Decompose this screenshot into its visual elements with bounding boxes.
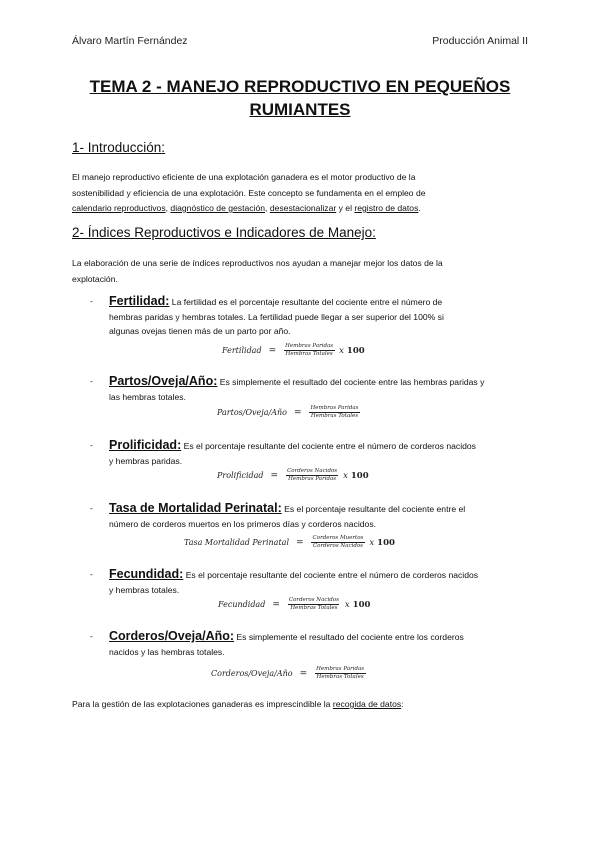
link-registro: registro de datos bbox=[354, 203, 419, 213]
header-author: Álvaro Martín Fernández bbox=[72, 35, 188, 47]
numerator: Corderos Muertos bbox=[312, 535, 364, 541]
bullet-dash: - bbox=[90, 503, 93, 513]
denominator: Hembras Totales bbox=[316, 674, 364, 680]
definition-text: y hembras totales. bbox=[109, 584, 180, 595]
index-item-partos bbox=[90, 374, 520, 404]
numerator: Hembras Paridas bbox=[310, 405, 359, 411]
separator: , bbox=[265, 203, 270, 213]
index-item-corderos bbox=[90, 629, 520, 659]
fraction bbox=[283, 343, 335, 358]
formula-corderos bbox=[211, 666, 366, 681]
formula-label: Fecundidad bbox=[218, 600, 266, 609]
term-fertilidad: Fertilidad: bbox=[109, 294, 170, 308]
denominator: Hembras Totales bbox=[290, 605, 338, 611]
section-2-line: explotación. bbox=[72, 273, 118, 284]
index-item-mortalidad bbox=[90, 501, 520, 531]
section-2-heading: 2- Índices Reproductivos e Indicadores de Manejo: bbox=[72, 225, 376, 240]
equals-sign: = bbox=[270, 470, 279, 481]
fraction bbox=[287, 597, 341, 612]
denominator: Corderos Nacidos bbox=[312, 543, 363, 549]
section-2-intro bbox=[72, 256, 522, 287]
formula-fertilidad bbox=[222, 343, 365, 358]
term-corderos: Corderos/Oveja/Año: bbox=[109, 629, 235, 643]
link-diagnostico: diagnóstico de gestación bbox=[170, 203, 266, 213]
link-recogida: recogida de datos bbox=[332, 699, 402, 709]
hundred: 100 bbox=[346, 345, 365, 356]
formula-label: Tasa Mortalidad Perinatal bbox=[184, 538, 289, 547]
page-header bbox=[72, 35, 528, 49]
section-1-line: El manejo reproductivo eficiente de una explotación ganadera es el motor productivo de la bbox=[72, 172, 416, 182]
formula-partos bbox=[217, 405, 361, 420]
times-sign: x bbox=[339, 345, 344, 356]
closing-paragraph bbox=[72, 697, 522, 713]
section-1-heading: 1- Introducción: bbox=[72, 140, 166, 155]
header-course: Producción Animal II bbox=[432, 35, 528, 47]
hundred: 100 bbox=[350, 470, 369, 481]
equals-sign: = bbox=[299, 668, 308, 679]
hundred: 100 bbox=[352, 599, 371, 610]
index-item-prolificidad bbox=[90, 438, 520, 468]
definition-text: algunas ovejas tienen más de un parto por año. bbox=[109, 326, 291, 336]
bullet-dash: - bbox=[90, 569, 93, 579]
bullet-dash: - bbox=[90, 631, 93, 641]
index-item-fertilidad bbox=[90, 294, 520, 339]
definition-text: La fertilidad es el porcentaje resultante del cociente entre el número de bbox=[169, 297, 443, 307]
equals-sign: = bbox=[293, 407, 302, 418]
numerator: Hembras Paridas bbox=[316, 666, 365, 672]
denominator: Hembras Totales bbox=[310, 413, 359, 419]
title-line-2: RUMIANTES bbox=[249, 100, 351, 119]
separator: , bbox=[165, 203, 171, 213]
formula-label: Corderos/Oveja/Año bbox=[211, 669, 293, 678]
fraction bbox=[314, 666, 366, 681]
definition-text: y hembras paridas. bbox=[109, 455, 183, 466]
multiplier bbox=[369, 538, 395, 548]
link-desestacionalizar: desestacionalizar bbox=[269, 203, 337, 213]
section-1-line bbox=[72, 201, 522, 217]
document-title bbox=[60, 75, 540, 121]
definition-text: Es el porcentaje resultante del cociente entre el número de corderos nacidos bbox=[181, 441, 476, 451]
definition-text: hembras paridas y hembras totales. La fertilidad puede llegar a ser superior del 100% si bbox=[109, 311, 444, 322]
section-2-line: La elaboración de una serie de índices reproductivos nos ayudan a manejar mejor los datos de la bbox=[72, 258, 443, 268]
denominator: Hembras Paridas bbox=[288, 476, 337, 482]
closing-text: Para la gestión de las explotaciones ganaderas es imprescindible la bbox=[72, 699, 333, 709]
fraction bbox=[309, 405, 361, 420]
link-calendario: calendario reproductivos bbox=[72, 203, 166, 213]
term-mortalidad: Tasa de Mortalidad Perinatal: bbox=[109, 501, 282, 515]
hundred: 100 bbox=[377, 537, 395, 548]
numerator: Hembras Paridas bbox=[285, 343, 334, 349]
definition-text: Es simplemente el resultado del cociente entre los corderos bbox=[234, 632, 464, 642]
closing-end: : bbox=[401, 699, 404, 709]
term-partos: Partos/Oveja/Año: bbox=[109, 374, 218, 388]
definition-text: las hembras totales. bbox=[109, 391, 186, 402]
multiplier bbox=[345, 600, 371, 610]
times-sign: x bbox=[344, 599, 350, 610]
formula-label: Partos/Oveja/Año bbox=[217, 408, 287, 417]
term-fecundidad: Fecundidad: bbox=[109, 567, 184, 581]
equals-sign: = bbox=[268, 345, 277, 356]
formula-fecundidad bbox=[218, 597, 370, 612]
formula-label: Fertilidad bbox=[222, 346, 262, 355]
numerator: Corderos Nacidos bbox=[287, 468, 338, 474]
formula-mortalidad bbox=[184, 535, 395, 550]
title-line-1: TEMA 2 - MANEJO REPRODUCTIVO EN PEQUEÑOS bbox=[89, 77, 511, 96]
definition-text: Es el porcentaje resultante del cociente entre el bbox=[281, 504, 466, 514]
bullet-dash: - bbox=[90, 440, 93, 450]
bullet-dash: - bbox=[90, 296, 93, 306]
term-prolificidad: Prolificidad: bbox=[109, 438, 182, 452]
separator: y el bbox=[336, 203, 355, 213]
numerator: Corderos Nacidos bbox=[288, 597, 339, 603]
equals-sign: = bbox=[296, 537, 304, 548]
multiplier bbox=[343, 471, 369, 481]
definition-text: Es el porcentaje resultante del cociente entre el número de corderos nacidos bbox=[183, 570, 479, 580]
multiplier bbox=[339, 346, 365, 356]
definition-text: Es simplemente el resultado del cociente entre las hembras paridas y bbox=[217, 377, 485, 387]
times-sign: x bbox=[343, 470, 348, 481]
formula-label: Prolificidad bbox=[217, 471, 264, 480]
index-item-fecundidad bbox=[90, 567, 520, 597]
fraction bbox=[311, 535, 366, 550]
fraction bbox=[285, 468, 339, 483]
definition-text: nacidos y las hembras totales. bbox=[109, 646, 225, 657]
equals-sign: = bbox=[272, 599, 280, 610]
section-1-paragraph bbox=[72, 170, 522, 217]
bullet-dash: - bbox=[90, 376, 93, 386]
denominator: Hembras Totales bbox=[285, 351, 333, 357]
period: . bbox=[418, 203, 421, 213]
section-1-line: sostenibilidad y eficiencia de una explotación. Este concepto se fundamenta en el empleo de bbox=[72, 187, 426, 198]
times-sign: x bbox=[369, 537, 375, 548]
formula-prolificidad bbox=[217, 468, 369, 483]
definition-text: número de corderos muertos en los primeros días y corderos nacidos. bbox=[109, 518, 377, 529]
